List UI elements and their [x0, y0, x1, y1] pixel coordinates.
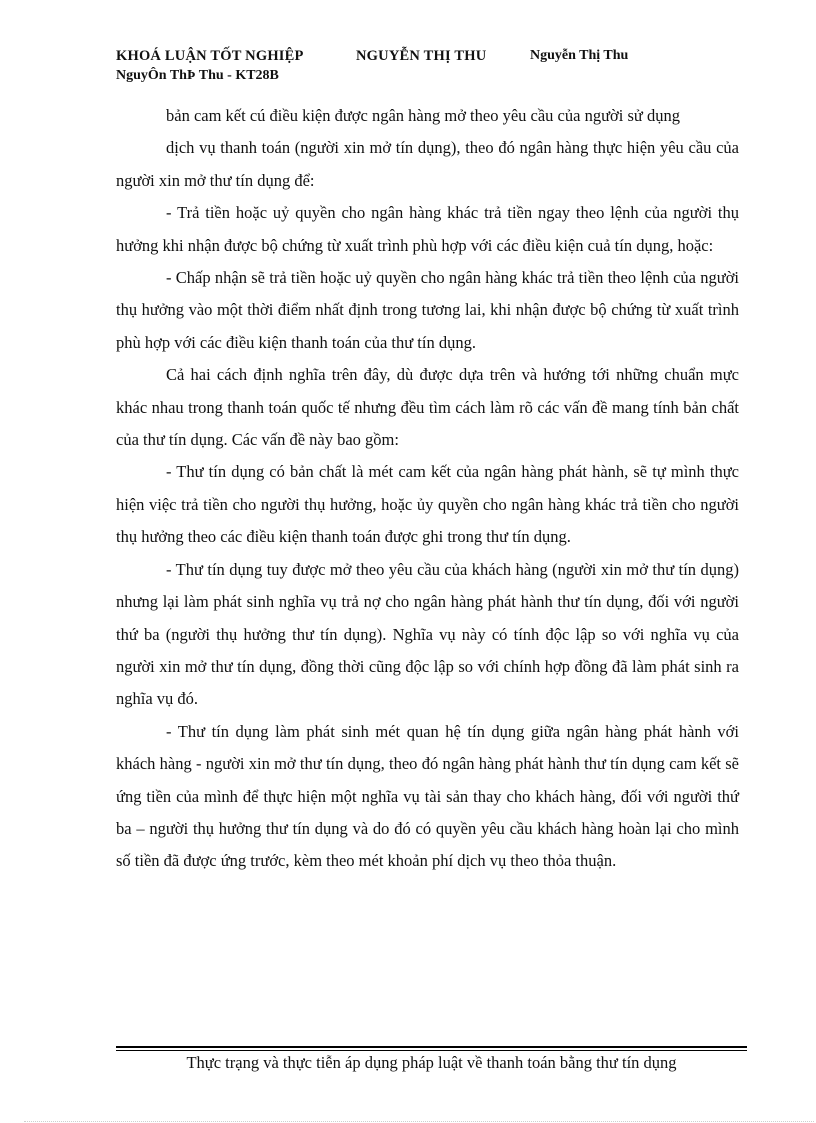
footer-rule-thick	[116, 1046, 747, 1048]
paragraph-1: bản cam kết cú điều kiện được ngân hàng mở theo yêu cầu của người sử dụng	[166, 106, 680, 125]
page-header	[116, 48, 716, 84]
page-footer: Thực trạng và thực tiễn áp dụng pháp luật về thanh toán bằng thư tín dụng	[186, 1053, 677, 1072]
document-body	[116, 100, 739, 878]
header-author-class: NguyÔn ThÞ Thu - KT28B	[116, 68, 279, 83]
header-author-caps: NGUYỄN THỊ THU	[356, 48, 487, 64]
paragraph-5: Cả hai cách định nghĩa trên đây, dù được dựa trên và hướng tới những chuẩn mực khác nhau trong thanh toán quốc tế nhưng đều tìm cách làm rõ các vấn đề mang tính bản chất của thư tín dụng. Các vấn đề này bao gồm:	[116, 365, 739, 450]
paragraph-7: - Thư tín dụng tuy được mở theo yêu cầu của khách hàng (người xin mở thư tín dụng) nhưng lại làm phát sinh nghĩa vụ trả nợ cho ngân hàng phát hành thư tín dụng, đối với người thứ ba (người thụ hưởng thư tín dụng). Nghĩa vụ này có tính độc lập so với nghĩa vụ của người xin mở thư tín dụng, đồng thời cũng độc lập so với chính hợp đồng đã làm phát sinh ra nghĩa vụ đó.	[116, 559, 739, 709]
header-author-name: Nguyễn Thị Thu	[530, 48, 629, 63]
paragraph-3: - Trả tiền hoặc uỷ quyền cho ngân hàng khác trả tiền ngay theo lệnh của người thụ hưởng khi nhận được bộ chứng từ xuất trình phù hợp với các điều kiện cuả tín dụng, hoặc:	[116, 203, 739, 255]
paragraph-4: - Chấp nhận sẽ trả tiền hoặc uỷ quyền cho ngân hàng khác trả tiền theo lệnh của người thụ hưởng vào một thời điểm nhất định trong tương lai, khi nhận được bộ chứng từ xuất trình phù hợp với các điều kiện thanh toán của thư tín dụng.	[116, 268, 739, 352]
paragraph-8: - Thư tín dụng làm phát sinh mét quan hệ tín dụng giữa ngân hàng phát hành với khách hàng - người xin mở thư tín dụng, theo đó ngân hàng phát hành thư tín dụng cam kết sẽ ứng tiền của mình để thực hiện một nghĩa vụ tài sản thay cho khách hàng, đối với người thứ ba – người thụ hưởng thư tín dụng và do đó có quyền yêu cầu khách hàng hoàn lại cho mình số tiền đã được ứng trước, kèm theo mét khoản phí dịch vụ theo thỏa thuận.	[116, 721, 739, 871]
header-row	[116, 48, 716, 68]
header-thesis-title: KHOÁ LUẬN TỐT NGHIỆP	[116, 48, 304, 64]
page-edge-dotted-line	[24, 1121, 814, 1122]
paragraph-2: dịch vụ thanh toán (người xin mở tín dụng), theo đó ngân hàng thực hiện yêu cầu của người xin mở thư tín dụng để:	[116, 138, 739, 190]
footer-rule-thin	[116, 1050, 747, 1051]
paragraph-6: - Thư tín dụng có bản chất là mét cam kết của ngân hàng phát hành, sẽ tự mình thực hiện việc trả tiền cho người thụ hưởng, hoặc ủy quyền cho ngân hàng khác trả tiền cho người thụ hưởng theo các điều kiện thanh toán được ghi trong thư tín dụng.	[116, 462, 739, 547]
